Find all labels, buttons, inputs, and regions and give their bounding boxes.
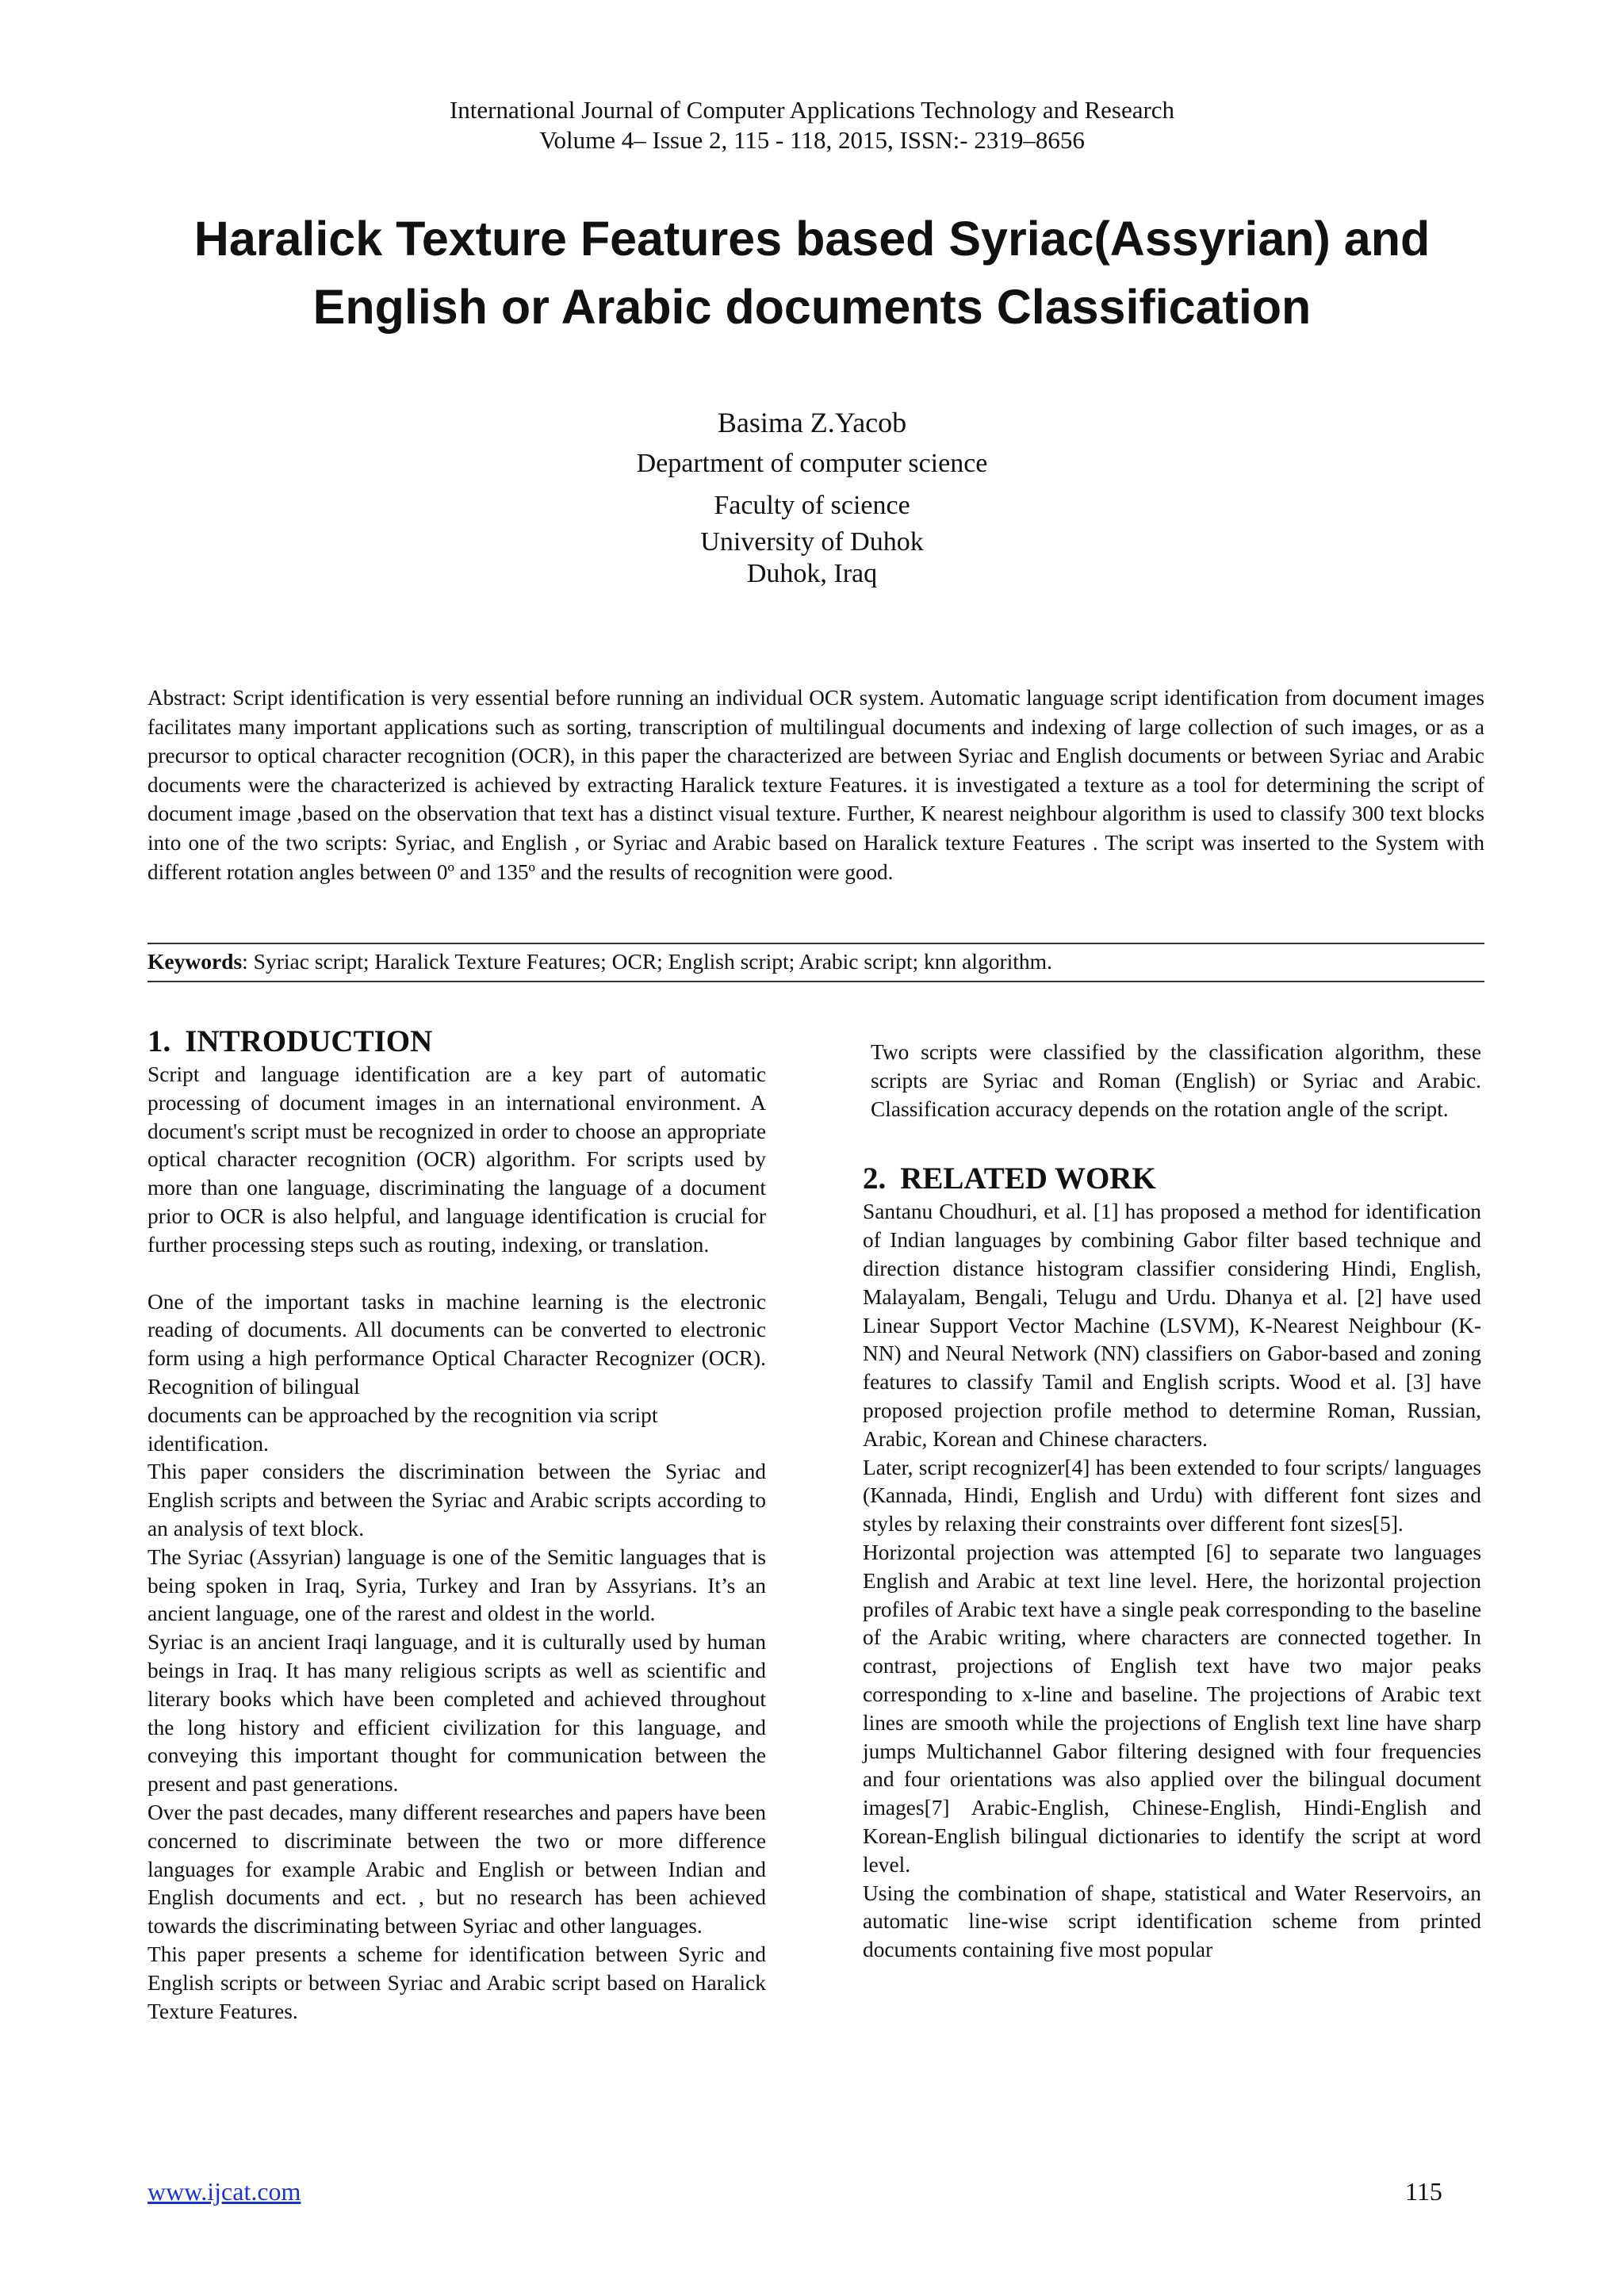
paragraph: Using the combination of shape, statistical and Water Reservoirs, an automatic line-wise script identification scheme from printed documents containing five most popular (863, 1881, 1481, 1962)
paper-title (119, 205, 1505, 341)
section-title: RELATED WORK (900, 1161, 1156, 1196)
paragraph: Santanu Choudhuri, et al. [1] has proposed a method for identification of Indian languages by combining Gabor filter based technique and direction distance histogram classifier considering Hindi, English, Malayalam, Bengali, Telugu and Urdu. Dhanya et al. [2] have used Linear Support Vector Machine (LSVM), K-Nearest Neighbour (K-NN) and Neural Network (NN) classifiers on Gabor-based and zoning features to classify Tamil and English scripts. Wood et al. [3] have proposed projection profile method to determine Roman, Russian, Arabic, Korean and Chinese characters. (863, 1200, 1481, 1451)
paragraph: Later, script recognizer[4] has been extended to four scripts/ languages (Kannada, Hindi, English and Urdu) with different font sizes and styles by relaxing their constraints over different font sizes[5]. (863, 1455, 1481, 1536)
paragraph: Script and language identification are a key part of automatic processing of document images in an international environment. A document's script must be recognized in order to choose an appropriate optical character recognition (OCR) algorithm. For scripts used by more than one language, discriminating the language of a document prior to OCR is also helpful, and language identification is crucial for further processing steps such as routing, indexing, or translation. (147, 1062, 766, 1257)
left-column (147, 1024, 766, 2026)
author-university: University of Duhok (700, 527, 924, 557)
paragraph: The Syriac (Assyrian) language is one of the Semitic languages that is being spoken in Iraq, Syria, Turkey and Iran by Assyrians. It’s an ancient language, one of the rarest and oldest in the world. (147, 1544, 766, 1626)
section-number: 2. (863, 1161, 887, 1196)
page-number: 115 (1405, 2177, 1442, 2206)
keywords-label: Keywords (147, 949, 243, 974)
keywords-top-rule (147, 943, 1484, 944)
author-faculty: Faculty of science (714, 491, 910, 520)
paragraph: This paper presents a scheme for identification between Syric and English scripts or between Syriac and Arabic script based on Haralick Texture Features. (147, 1942, 766, 2023)
paragraph: documents can be approached by the recognition via script identification. (147, 1402, 658, 1456)
journal-website-link[interactable]: www.ijcat.com (147, 2177, 301, 2206)
right-column (863, 1039, 1481, 1965)
paragraph: One of the important tasks in machine learning is the electronic reading of documents. All documents can be converted to electronic form using a high performance Optical Character Recognizer (OCR). Recognition of bilingual (147, 1289, 766, 1399)
author-name: Basima Z.Yacob (717, 407, 907, 438)
paragraph: Syriac is an ancient Iraqi language, and it is culturally used by human beings in Iraq. It has many religious scripts as well as scientific and literary books which have been completed and achieved throughout the long history and efficient civilization for this language, and conveying this important thought for communication between the present and past generations. (147, 1630, 766, 1797)
keywords-bottom-rule (147, 981, 1484, 982)
journal-volume: Volume 4– Issue 2, 115 - 118, 2015, ISSN:- 2319–8656 (539, 126, 1085, 154)
author-block (0, 403, 1624, 590)
title-line-1: Haralick Texture Features based Syriac(Assyrian) and (193, 212, 1431, 266)
section-heading-related-work (863, 1161, 1481, 1196)
section-title: INTRODUCTION (185, 1024, 433, 1058)
author-location: Duhok, Iraq (746, 559, 878, 588)
paragraph: Two scripts were classified by the classification algorithm, these scripts are Syriac and Roman (English) or Syriac and Arabic. Classification accuracy depends on the rotation angle of the script. (871, 1040, 1481, 1121)
abstract: Abstract: Script identification is very essential before running an individual OCR system. Automatic language script identification from document images facilitates many important applications such as sorting, transcription of multilingual documents and indexing of large collection of such images, or as a precursor to optical character recognition (OCR), in this paper the characterized are between Syriac and English documents or between Syriac and Arabic documents were the characterized is achieved by extracting Haralick texture Features. it is investigated a texture as a tool for determining the script of document image ,based on the observation that text has a distinct visual texture. Further, K nearest neighbour algorithm is used to classify 300 text blocks into one of the two scripts: Syriac, and English , or Syriac and Arabic based on Haralick texture Features . The script was inserted to the System with different rotation angles between 0º and 135º and the results of recognition were good. (147, 686, 1484, 884)
section-number: 1. (147, 1024, 171, 1058)
paragraph: This paper considers the discrimination between the Syriac and English scripts and between the Syriac and Arabic scripts according to an analysis of text block. (147, 1460, 766, 1540)
keywords-text: : Syriac script; Haralick Texture Features; OCR; English script; Arabic script; knn algorithm. (242, 949, 1052, 974)
paragraph: Over the past decades, many different researches and papers have been concerned to discriminate between the two or more difference languages for example Arabic and English or between Indian and English documents and ect. , but no research has been achieved towards the discriminating between Syriac and other languages. (147, 1800, 766, 1938)
author-department: Department of computer science (636, 449, 988, 478)
section-heading-introduction (147, 1024, 766, 1059)
paragraph: Horizontal projection was attempted [6] to separate two languages English and Arabic at text line level. Here, the horizontal projection profiles of Arabic text have a single peak corresponding to the baseline of the Arabic writing, where characters are connected together. In contrast, projections of English text have two major peaks corresponding to x-line and baseline. The projections of Arabic text lines are smooth while the projections of English text line have sharp jumps Multichannel Gabor filtering designed with four frequencies and four orientations was also applied over the bilingual document images[7] Arabic-English, Chinese-English, Hindi-English and Korean-English bilingual dictionaries to identify the script at word level. (863, 1540, 1481, 1877)
keywords (147, 947, 1484, 976)
journal-header (0, 95, 1624, 155)
journal-name: International Journal of Computer Applications Technology and Research (449, 96, 1175, 124)
title-line-2: English or Arabic documents Classification (312, 280, 1312, 334)
